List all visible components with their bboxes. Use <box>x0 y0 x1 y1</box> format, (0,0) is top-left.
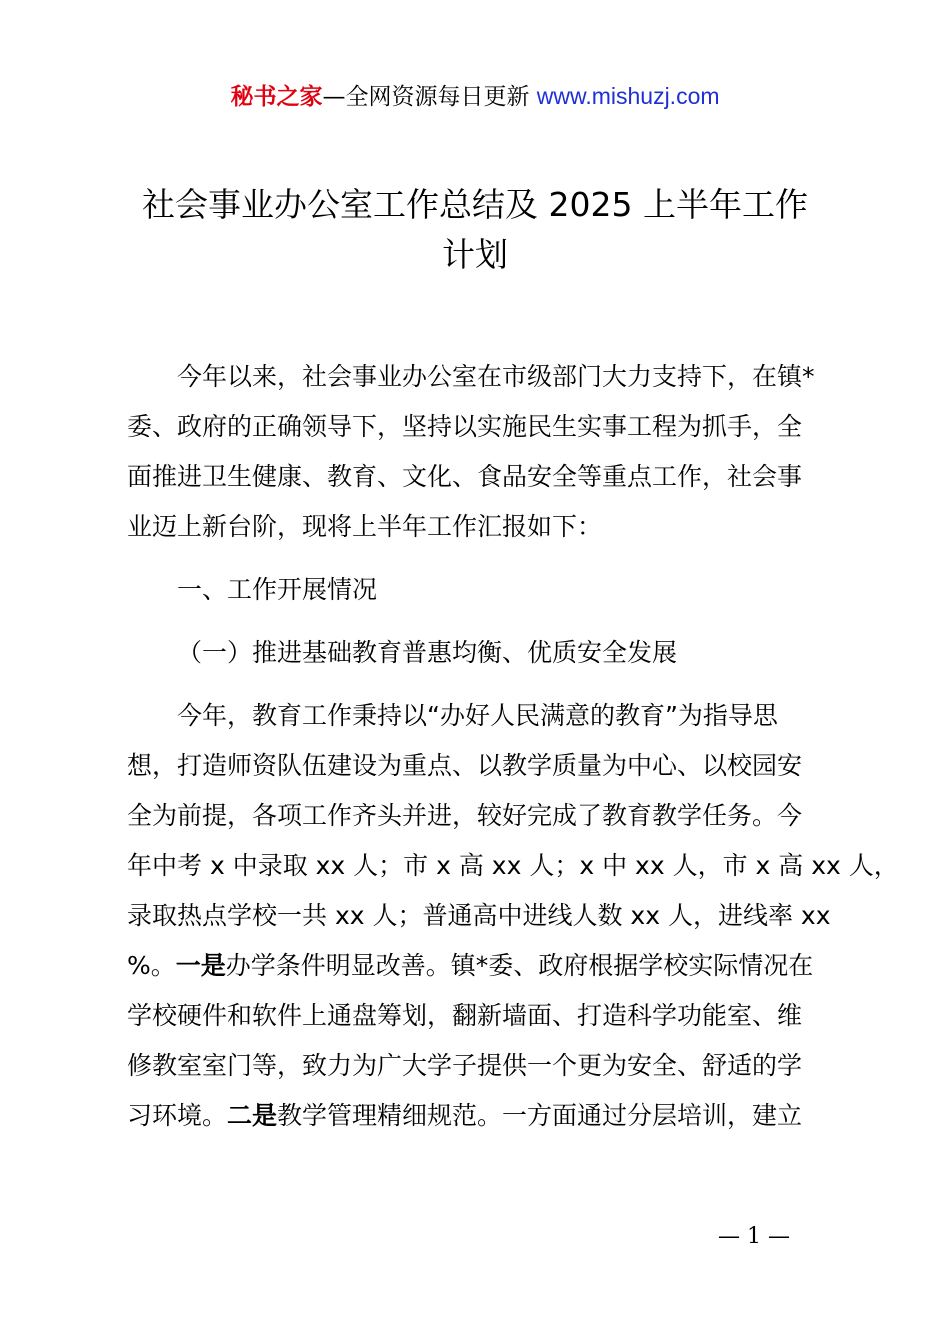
text-run: %。 <box>127 951 176 980</box>
subsection-heading: （一）推进基础教育普惠均衡、优质安全发展 <box>177 638 678 667</box>
text-run: 习环境。 <box>127 1101 228 1130</box>
document-body <box>127 352 899 1141</box>
paragraph-line <box>127 941 839 991</box>
site-url-link[interactable]: www.mishuzj.com <box>536 83 720 109</box>
document-title <box>110 180 840 280</box>
intro-paragraph <box>127 352 839 552</box>
intro-line: 面推进卫生健康、教育、文化、食品安全等重点工作，社会事 <box>127 462 803 491</box>
paragraph-line: 今年，教育工作秉持以“办好人民满意的教育”为指导思 <box>177 701 778 730</box>
site-brand: 秘书之家 <box>230 84 323 110</box>
intro-line: 今年以来，社会事业办公室在市级部门大力支持下，在镇* <box>177 362 815 391</box>
paragraph-line: 想，打造师资队伍建设为重点、以教学质量为中心、以校园安 <box>127 751 803 780</box>
emphasis-second: 二是 <box>227 1101 278 1130</box>
section-heading: 一、工作开展情况 <box>177 575 378 604</box>
education-paragraph <box>127 691 899 1141</box>
page-number: — 1 — <box>718 1224 790 1249</box>
text-run: 办学条件明显改善。镇*委、政府根据学校实际情况在 <box>225 951 814 980</box>
site-slogan: —全网资源每日更新 <box>322 84 530 110</box>
title-line-1: 社会事业办公室工作总结及 2025 上半年工作 <box>142 185 808 224</box>
text-run: 教学管理精细规范。一方面通过分层培训，建立 <box>277 1101 803 1130</box>
paragraph-line: 全为前提，各项工作齐头并进，较好完成了教育教学任务。今 <box>127 801 803 830</box>
site-header <box>0 80 950 113</box>
paragraph-line: 学校硬件和软件上通盘筹划，翻新墙面、打造科学功能室、维 <box>127 1001 803 1030</box>
title-line-2: 计划 <box>442 235 508 274</box>
paragraph-line: 年中考 x 中录取 xx 人；市 x 高 xx 人；x 中 xx 人，市 x 高 xx 人， <box>127 851 899 880</box>
paragraph-line: 修教室室门等，致力为广大学子提供一个更为安全、舒适的学 <box>127 1051 803 1080</box>
paragraph-line: 录取热点学校一共 xx 人；普通高中进线人数 xx 人，进线率 xx <box>127 901 831 930</box>
emphasis-first: 一是 <box>175 951 226 980</box>
intro-line: 委、政府的正确领导下，坚持以实施民生实事工程为抓手，全 <box>127 412 803 441</box>
paragraph-line <box>127 1091 839 1141</box>
intro-line: 业迈上新台阶，现将上半年工作汇报如下： <box>127 512 603 541</box>
